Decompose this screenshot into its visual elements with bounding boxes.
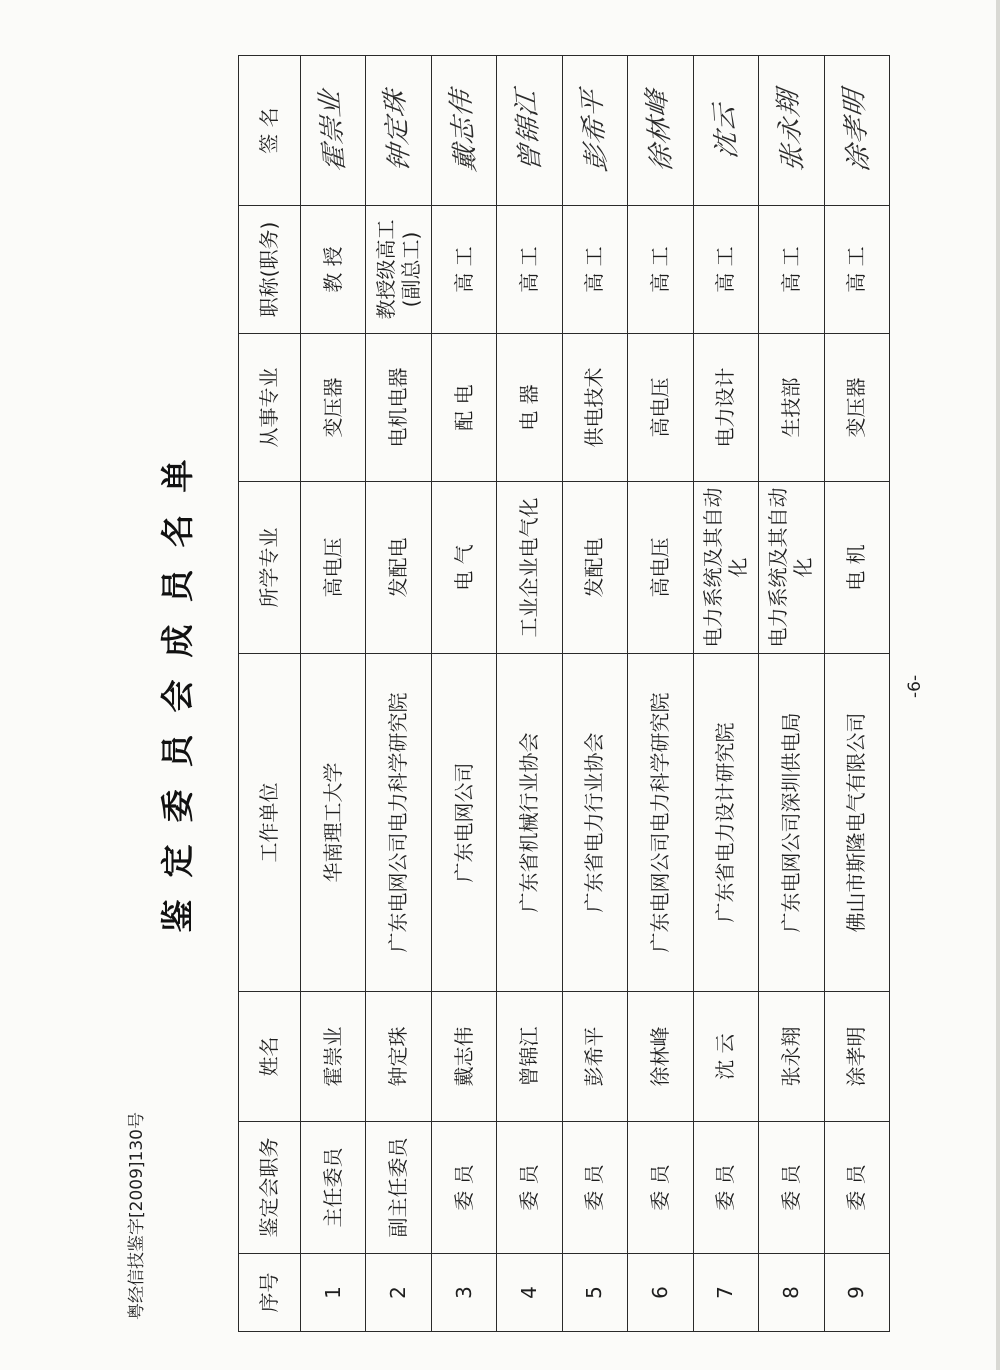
row-org: 广东省电力行业协会	[562, 654, 627, 992]
committee-table	[238, 55, 890, 1332]
row-org: 广东省电力设计研究院	[693, 654, 758, 992]
row-org: 佛山市斯隆电气有限公司	[824, 654, 890, 992]
row-title: 教 授	[301, 206, 366, 334]
row-name: 戴志伟	[431, 992, 496, 1122]
handwritten-signature: 沈云	[708, 100, 743, 160]
row-major: 电力系统及其自动化	[693, 482, 758, 654]
header-signature: 签 名	[239, 56, 301, 206]
row-signature	[301, 56, 366, 206]
row-field: 电机电器	[366, 334, 431, 482]
handwritten-signature: 霍崇业	[315, 87, 351, 174]
handwritten-signature: 钟定珠	[380, 87, 417, 174]
header-org: 工作单位	[239, 654, 301, 992]
row-field: 变压器	[824, 334, 890, 482]
handwritten-signature: 曾锦江	[511, 87, 548, 174]
row-signature	[431, 56, 496, 206]
row-signature	[562, 56, 627, 206]
row-title: 高 工	[824, 206, 890, 334]
page-number: -6-	[905, 674, 925, 698]
row-role: 委 员	[824, 1122, 890, 1254]
row-role: 副主任委员	[366, 1122, 431, 1254]
row-role: 委 员	[431, 1122, 496, 1254]
row-name: 徐林峰	[628, 992, 693, 1122]
header-role: 鉴定会职务	[239, 1122, 301, 1254]
row-title: 教授级高工(副总工)	[366, 206, 431, 334]
row-role: 委 员	[693, 1122, 758, 1254]
header-field: 从事专业	[239, 334, 301, 482]
row-name: 霍崇业	[301, 992, 366, 1122]
row-number: 8	[759, 1254, 824, 1332]
table-header-row	[239, 56, 301, 1332]
row-number: 2	[366, 1254, 431, 1332]
handwritten-signature: 彭希平	[576, 87, 613, 174]
table-row	[759, 56, 824, 1332]
row-name: 钟定珠	[366, 992, 431, 1122]
row-role: 委 员	[497, 1122, 562, 1254]
row-number: 9	[824, 1254, 890, 1332]
row-major: 电力系统及其自动化	[759, 482, 824, 654]
row-org: 广东电网公司	[431, 654, 496, 992]
header-major: 所学专业	[239, 482, 301, 654]
row-name: 张永翔	[759, 992, 824, 1122]
header-no: 序号	[239, 1254, 301, 1332]
row-number: 7	[693, 1254, 758, 1332]
row-signature	[824, 56, 890, 206]
row-signature	[497, 56, 562, 206]
row-name: 涂孝明	[824, 992, 890, 1122]
row-signature	[693, 56, 758, 206]
row-role: 委 员	[628, 1122, 693, 1254]
row-field: 高电压	[628, 334, 693, 482]
row-major: 发配电	[366, 482, 431, 654]
row-org: 广东电网公司电力科学研究院	[628, 654, 693, 992]
row-number: 4	[497, 1254, 562, 1332]
row-title: 高 工	[562, 206, 627, 334]
row-signature	[759, 56, 824, 206]
row-org: 华南理工大学	[301, 654, 366, 992]
table-row	[824, 56, 890, 1332]
handwritten-signature: 徐林峰	[642, 87, 678, 174]
document-title: 鉴定委员会成员名单	[158, 437, 197, 933]
row-role: 委 员	[759, 1122, 824, 1254]
row-major: 电 机	[824, 482, 890, 654]
table-row	[693, 56, 758, 1332]
row-number: 5	[562, 1254, 627, 1332]
row-title: 高 工	[759, 206, 824, 334]
row-field: 电 器	[497, 334, 562, 482]
handwritten-signature: 涂孝明	[838, 87, 875, 174]
row-org: 广东省机械行业协会	[497, 654, 562, 992]
row-name: 曾锦江	[497, 992, 562, 1122]
row-field: 变压器	[301, 334, 366, 482]
header-title: 职称(职务)	[239, 206, 301, 334]
table-row	[366, 56, 431, 1332]
table-row	[497, 56, 562, 1332]
table-row	[562, 56, 627, 1332]
table-row	[301, 56, 366, 1332]
row-field: 供电技术	[562, 334, 627, 482]
row-name: 彭希平	[562, 992, 627, 1122]
row-title: 高 工	[628, 206, 693, 334]
document-reference: 粤经信技鉴字[2009]130号	[127, 1112, 147, 1320]
row-major: 高电压	[628, 482, 693, 654]
row-major: 电 气	[431, 482, 496, 654]
handwritten-signature: 张永翔	[773, 87, 809, 174]
row-number: 6	[628, 1254, 693, 1332]
handwritten-signature: 戴志伟	[446, 87, 482, 174]
row-major: 高电压	[301, 482, 366, 654]
row-org: 广东电网公司电力科学研究院	[366, 654, 431, 992]
row-signature	[366, 56, 431, 206]
row-field: 生技部	[759, 334, 824, 482]
header-name: 姓名	[239, 992, 301, 1122]
row-role: 委 员	[562, 1122, 627, 1254]
row-name: 沈 云	[693, 992, 758, 1122]
row-title: 高 工	[431, 206, 496, 334]
row-number: 1	[301, 1254, 366, 1332]
row-signature	[628, 56, 693, 206]
row-number: 3	[431, 1254, 496, 1332]
row-title: 高 工	[497, 206, 562, 334]
row-title: 高 工	[693, 206, 758, 334]
table-row	[628, 56, 693, 1332]
row-major: 发配电	[562, 482, 627, 654]
row-org: 广东电网公司深圳供电局	[759, 654, 824, 992]
row-major: 工业企业电气化	[497, 482, 562, 654]
row-role: 主任委员	[301, 1122, 366, 1254]
table-row	[431, 56, 496, 1332]
row-field: 电力设计	[693, 334, 758, 482]
row-field: 配 电	[431, 334, 496, 482]
